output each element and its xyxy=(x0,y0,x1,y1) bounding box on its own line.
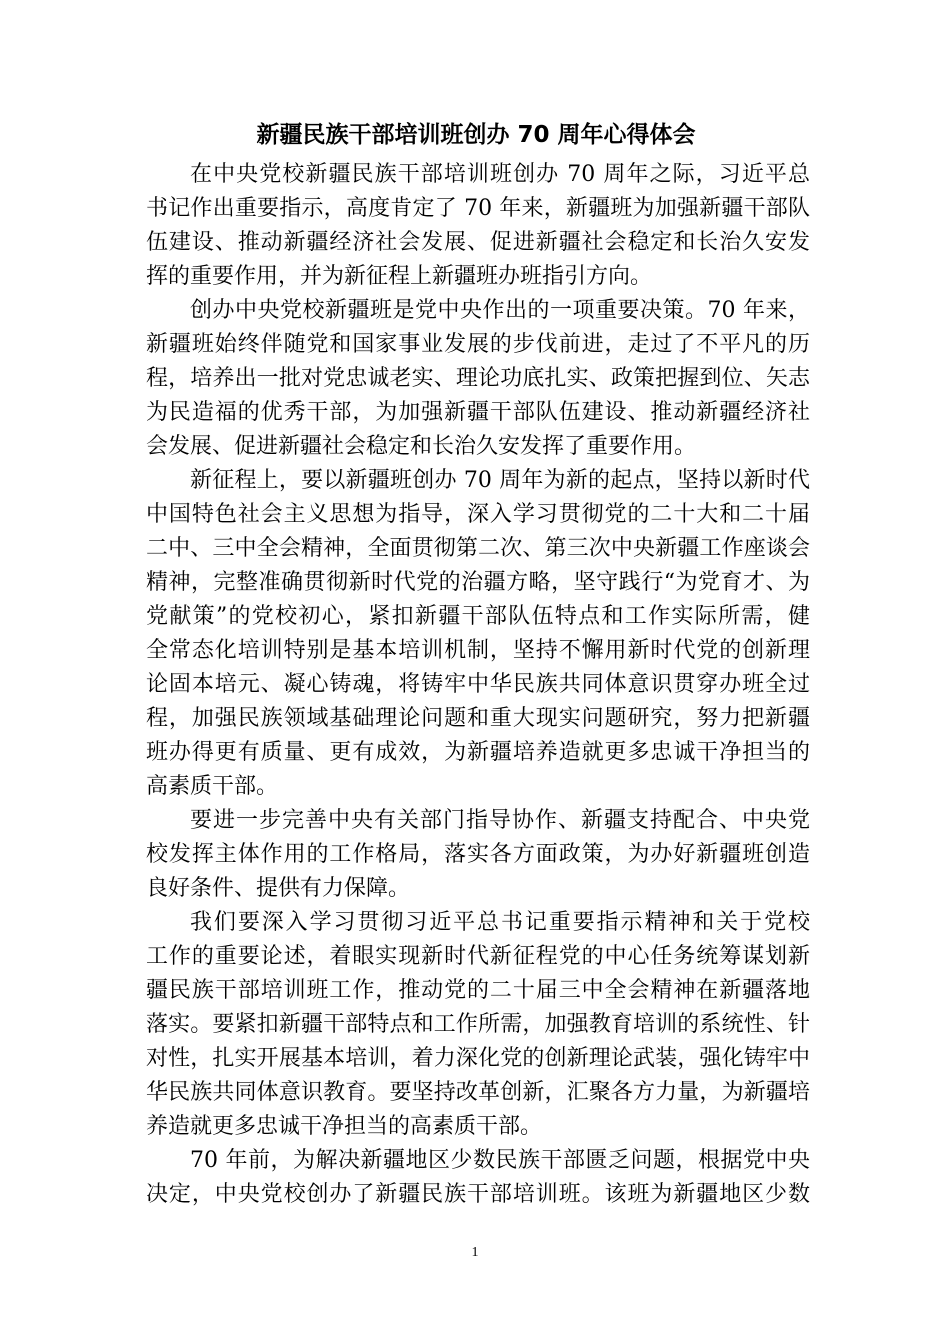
text-line: 在中央党校新疆民族干部培训班创办 70 周年之际，习近平总 xyxy=(190,162,810,187)
document-body xyxy=(146,158,810,1212)
paragraph-6 xyxy=(146,1144,810,1212)
text-line: 要进一步完善中央有关部门指导协作、新疆支持配合、中央党 xyxy=(190,808,810,833)
paragraph-5 xyxy=(146,906,810,1144)
text-line: 会发展、促进新疆社会稳定和长治久安发挥了重要作用。 xyxy=(146,434,697,459)
text-line: 二中、三中全会精神，全面贯彻第二次、第三次中央新疆工作座谈会 xyxy=(146,536,810,561)
text-line: 班办得更有质量、更有成效，为新疆培养造就更多忠诚干净担当的 xyxy=(146,740,810,765)
text-line: 高素质干部。 xyxy=(146,774,279,799)
text-line: 中国特色社会主义思想为指导，深入学习贯彻党的二十大和二十届 xyxy=(146,502,810,527)
text-line: 全常态化培训特别是基本培训机制，坚持不懈用新时代党的创新理 xyxy=(146,638,810,663)
document-title: 新疆民族干部培训班创办 70 周年心得体会 xyxy=(256,122,696,148)
text-line: 新疆班始终伴随党和国家事业发展的步伐前进，走过了不平凡的历 xyxy=(146,332,810,357)
text-line: 书记作出重要指示，高度肯定了 70 年来，新疆班为加强新疆干部队 xyxy=(146,196,810,221)
text-line: 党献策”的党校初心，紧扣新疆干部队伍特点和工作实际所需，健 xyxy=(146,604,810,629)
text-line: 挥的重要作用，并为新征程上新疆班办班指引方向。 xyxy=(146,264,653,289)
text-line: 程，培养出一批对党忠诚老实、理论功底扎实、政策把握到位、矢志 xyxy=(146,366,810,391)
text-line: 程，加强民族领域基础理论问题和重大现实问题研究，努力把新疆 xyxy=(146,706,810,731)
text-line: 新征程上，要以新疆班创办 70 周年为新的起点，坚持以新时代 xyxy=(190,468,810,493)
text-line: 工作的重要论述，着眼实现新时代新征程党的中心任务统筹谋划新 xyxy=(146,944,810,969)
text-line: 伍建设、推动新疆经济社会发展、促进新疆社会稳定和长治久安发 xyxy=(146,230,810,255)
paragraph-1 xyxy=(146,158,810,294)
page-number: 1 xyxy=(471,1245,479,1260)
text-line: 疆民族干部培训班工作，推动党的二十届三中全会精神在新疆落地 xyxy=(146,978,810,1003)
text-line: 70 年前，为解决新疆地区少数民族干部匮乏问题，根据党中央 xyxy=(190,1148,810,1173)
text-line: 论固本培元、凝心铸魂，将铸牢中华民族共同体意识贯穿办班全过 xyxy=(146,672,810,697)
paragraph-2 xyxy=(146,294,810,464)
paragraph-3 xyxy=(146,464,810,804)
text-line: 对性，扎实开展基本培训，着力深化党的创新理论武装，强化铸牢中 xyxy=(146,1046,810,1071)
paragraph-4 xyxy=(146,804,810,906)
text-line: 良好条件、提供有力保障。 xyxy=(146,876,411,901)
text-line: 精神，完整准确贯彻新时代党的治疆方略，坚守践行“为党育才、为 xyxy=(146,570,810,595)
text-line: 创办中央党校新疆班是党中央作出的一项重要决策。70 年来， xyxy=(190,298,810,323)
text-line: 决定，中央党校创办了新疆民族干部培训班。该班为新疆地区少数 xyxy=(146,1182,810,1207)
text-line: 落实。要紧扣新疆干部特点和工作所需，加强教育培训的系统性、针 xyxy=(146,1012,810,1037)
text-line: 为民造福的优秀干部，为加强新疆干部队伍建设、推动新疆经济社 xyxy=(146,400,810,425)
text-line: 养造就更多忠诚干净担当的高素质干部。 xyxy=(146,1114,543,1139)
text-line: 我们要深入学习贯彻习近平总书记重要指示精神和关于党校 xyxy=(190,910,810,935)
text-line: 校发挥主体作用的工作格局，落实各方面政策，为办好新疆班创造 xyxy=(146,842,810,867)
text-line: 华民族共同体意识教育。要坚持改革创新，汇聚各方力量，为新疆培 xyxy=(146,1080,810,1105)
